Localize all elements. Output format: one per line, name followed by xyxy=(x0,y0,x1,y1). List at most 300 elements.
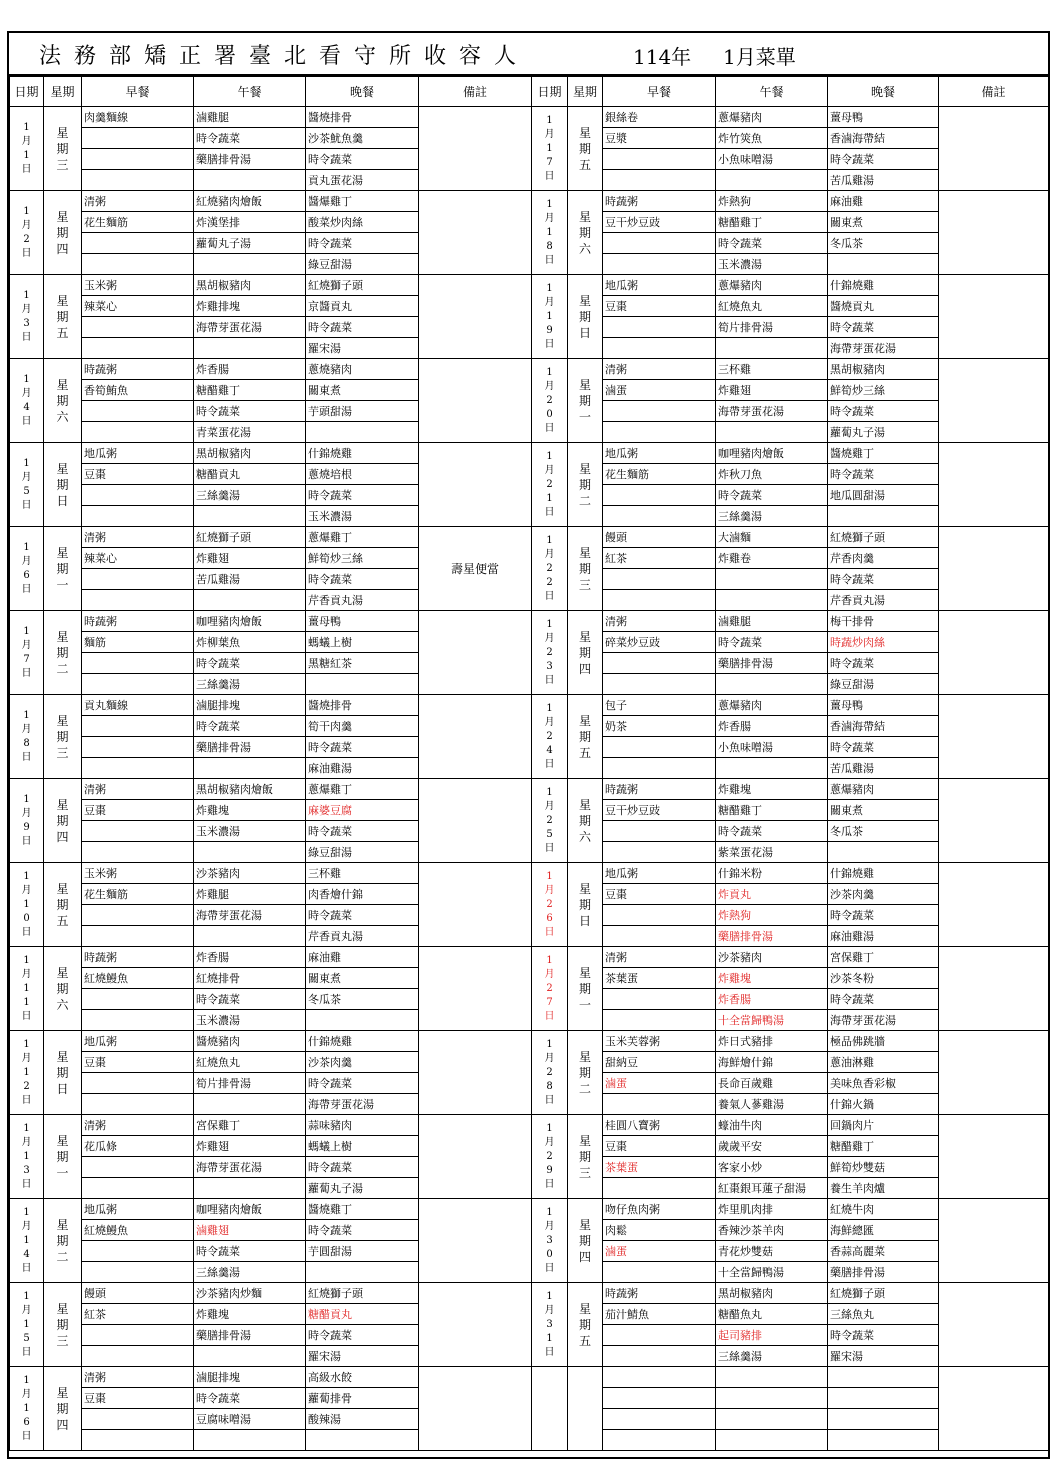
dinner-item: 蔥爆豬肉 xyxy=(828,779,939,800)
breakfast-item: 清粥 xyxy=(603,359,716,380)
header-breakfast: 早餐 xyxy=(603,77,716,107)
breakfast-item: 茄汁鯖魚 xyxy=(603,1304,716,1325)
day-date-text: 1月25日 xyxy=(544,786,555,854)
lunch-item: 藥膳排骨湯 xyxy=(194,737,306,758)
day-date-text: 1月7日 xyxy=(21,625,32,679)
lunch-item xyxy=(716,674,828,695)
dinner-item: 關東煮 xyxy=(828,800,939,821)
day-date xyxy=(532,1199,568,1283)
day-date-text: 1月10日 xyxy=(21,870,32,938)
lunch-item: 時令蔬菜 xyxy=(194,401,306,422)
lunch-item: 藥膳排骨湯 xyxy=(716,926,828,947)
dinner-item xyxy=(828,254,939,275)
dinner-item xyxy=(306,1262,419,1283)
breakfast-item: 時蔬粥 xyxy=(603,1283,716,1304)
day-note xyxy=(419,947,532,1031)
breakfast-item xyxy=(82,317,194,338)
breakfast-item: 花生麵筋 xyxy=(82,212,194,233)
breakfast-item: 茶葉蛋 xyxy=(603,1157,716,1178)
breakfast-item xyxy=(603,170,716,191)
dinner-item: 時令蔬菜 xyxy=(828,569,939,590)
dinner-item: 綠豆甜湯 xyxy=(828,674,939,695)
breakfast-item: 地瓜粥 xyxy=(82,1031,194,1052)
day-weekday xyxy=(568,275,603,359)
day-row xyxy=(10,863,532,884)
lunch-item: 十全當歸鴨湯 xyxy=(716,1010,828,1031)
dinner-item: 蔥燒培根 xyxy=(306,464,419,485)
dinner-item: 麻油雞湯 xyxy=(828,926,939,947)
dinner-item: 關東煮 xyxy=(306,380,419,401)
day-date-text: 1月16日 xyxy=(21,1374,32,1442)
breakfast-item: 紅茶 xyxy=(82,1304,194,1325)
lunch-item: 藥膳排骨湯 xyxy=(194,1325,306,1346)
breakfast-item: 地瓜粥 xyxy=(603,443,716,464)
day-weekday xyxy=(44,1283,82,1367)
day-date xyxy=(532,527,568,611)
menu-table-left xyxy=(9,76,532,1451)
dinner-item: 什錦燒雞 xyxy=(828,863,939,884)
day-date-text: 1月30日 xyxy=(544,1206,555,1274)
day-weekday xyxy=(568,191,603,275)
dinner-item xyxy=(828,1409,939,1430)
breakfast-item: 清粥 xyxy=(82,1367,194,1388)
day-weekday-text: 星期三 xyxy=(579,1133,592,1180)
day-date xyxy=(10,191,44,275)
day-date xyxy=(10,947,44,1031)
day-row xyxy=(532,107,1049,128)
breakfast-item: 奶茶 xyxy=(603,716,716,737)
header-row xyxy=(532,77,1049,107)
dinner-item: 養生羊肉爐 xyxy=(828,1178,939,1199)
breakfast-item: 花瓜條 xyxy=(82,1136,194,1157)
day-note xyxy=(419,779,532,863)
breakfast-item: 地瓜粥 xyxy=(82,443,194,464)
lunch-item xyxy=(194,926,306,947)
dinner-item: 時令蔬菜 xyxy=(828,989,939,1010)
dinner-item: 羅宋湯 xyxy=(306,338,419,359)
breakfast-item: 時蔬粥 xyxy=(82,947,194,968)
breakfast-item: 包子 xyxy=(603,695,716,716)
breakfast-item xyxy=(603,317,716,338)
dinner-item: 沙茶肉羹 xyxy=(306,1052,419,1073)
dinner-item: 沙茶魷魚羹 xyxy=(306,128,419,149)
breakfast-item xyxy=(603,674,716,695)
day-date-text: 1月2日 xyxy=(21,205,32,259)
lunch-item: 炸柳葉魚 xyxy=(194,632,306,653)
lunch-item: 大滷麵 xyxy=(716,527,828,548)
day-row xyxy=(10,695,532,716)
breakfast-item: 豆棗 xyxy=(82,464,194,485)
dinner-item: 什錦燒雞 xyxy=(306,443,419,464)
day-note xyxy=(939,1367,1049,1451)
breakfast-item xyxy=(82,254,194,275)
dinner-item: 地瓜圓甜湯 xyxy=(828,485,939,506)
day-row xyxy=(532,443,1049,464)
day-weekday-text: 星期六 xyxy=(56,377,69,424)
breakfast-item: 花生麵筋 xyxy=(603,464,716,485)
breakfast-item xyxy=(603,401,716,422)
dinner-item: 什錦燒雞 xyxy=(828,275,939,296)
lunch-item: 滷雞翅 xyxy=(194,1220,306,1241)
dinner-item: 時令蔬菜 xyxy=(828,464,939,485)
dinner-item: 梅干排骨 xyxy=(828,611,939,632)
day-note xyxy=(939,1283,1049,1367)
breakfast-item xyxy=(603,1010,716,1031)
header-date: 日期 xyxy=(532,77,568,107)
day-note xyxy=(939,1115,1049,1199)
breakfast-item: 清粥 xyxy=(82,191,194,212)
dinner-item: 美味魚香彩椒 xyxy=(828,1073,939,1094)
breakfast-item: 玉米粥 xyxy=(82,275,194,296)
breakfast-item xyxy=(82,401,194,422)
day-weekday-text: 星期六 xyxy=(579,797,592,844)
lunch-item: 蔥爆豬肉 xyxy=(716,107,828,128)
day-row xyxy=(532,275,1049,296)
lunch-item: 炸貢丸 xyxy=(716,884,828,905)
lunch-item: 時令蔬菜 xyxy=(716,485,828,506)
dinner-item: 苦瓜雞湯 xyxy=(828,758,939,779)
breakfast-item: 紅茶 xyxy=(603,548,716,569)
lunch-item: 青菜蛋花湯 xyxy=(194,422,306,443)
day-weekday xyxy=(568,1283,603,1367)
dinner-item: 蔥爆雞丁 xyxy=(306,779,419,800)
dinner-item: 芹香貢丸湯 xyxy=(306,926,419,947)
lunch-item: 炸秋刀魚 xyxy=(716,464,828,485)
lunch-item: 糖醋魚丸 xyxy=(716,1304,828,1325)
day-date-text: 1月11日 xyxy=(21,954,32,1022)
dinner-item: 香蒜高麗菜 xyxy=(828,1241,939,1262)
breakfast-item: 饅頭 xyxy=(603,527,716,548)
right-body xyxy=(532,107,1049,1451)
day-date-text: 1月12日 xyxy=(21,1038,32,1106)
header-breakfast: 早餐 xyxy=(82,77,194,107)
day-date xyxy=(10,1199,44,1283)
lunch-item: 三絲羹湯 xyxy=(716,1346,828,1367)
header-note: 備註 xyxy=(939,77,1049,107)
title-year: 114年 xyxy=(633,45,692,69)
dinner-item xyxy=(306,674,419,695)
day-date xyxy=(10,107,44,191)
dinner-item: 什錦燒雞 xyxy=(306,1031,419,1052)
day-date xyxy=(10,779,44,863)
day-weekday-text: 星期五 xyxy=(56,881,69,928)
breakfast-item: 貢丸麵線 xyxy=(82,695,194,716)
lunch-item xyxy=(194,506,306,527)
breakfast-item xyxy=(603,653,716,674)
breakfast-item xyxy=(82,1409,194,1430)
lunch-item: 紅燒獅子頭 xyxy=(194,527,306,548)
lunch-item: 海鮮燴什錦 xyxy=(716,1052,828,1073)
day-weekday xyxy=(44,695,82,779)
day-weekday-text: 星期日 xyxy=(56,1049,69,1096)
day-row xyxy=(532,527,1049,548)
day-date xyxy=(532,1367,568,1451)
day-date-text: 1月3日 xyxy=(21,289,32,343)
dinner-item: 時令蔬菜 xyxy=(306,233,419,254)
day-weekday xyxy=(44,191,82,275)
day-weekday xyxy=(568,1367,603,1451)
menu-sheet xyxy=(7,31,1050,1459)
lunch-item: 時令蔬菜 xyxy=(194,716,306,737)
day-row xyxy=(10,947,532,968)
dinner-item: 麻油雞湯 xyxy=(306,758,419,779)
breakfast-item xyxy=(82,590,194,611)
dinner-item xyxy=(828,1430,939,1451)
dinner-item: 沙茶肉羹 xyxy=(828,884,939,905)
breakfast-item: 清粥 xyxy=(82,1115,194,1136)
day-date-text: 1月9日 xyxy=(21,793,32,847)
day-row xyxy=(10,107,532,128)
day-weekday-text: 星期六 xyxy=(579,209,592,256)
day-weekday-text: 星期四 xyxy=(579,629,592,676)
breakfast-item xyxy=(603,905,716,926)
day-date xyxy=(532,1283,568,1367)
breakfast-item: 豆棗 xyxy=(82,1052,194,1073)
breakfast-item: 清粥 xyxy=(603,611,716,632)
dinner-item: 蔥燒豬肉 xyxy=(306,359,419,380)
breakfast-item: 銀絲卷 xyxy=(603,107,716,128)
day-row xyxy=(10,779,532,800)
dinner-item xyxy=(828,506,939,527)
dinner-item: 時令蔬菜 xyxy=(306,569,419,590)
lunch-item: 紫菜蛋花湯 xyxy=(716,842,828,863)
dinner-item: 蔥爆雞丁 xyxy=(306,527,419,548)
day-date-text: 1月29日 xyxy=(544,1122,555,1190)
day-weekday-text: 星期一 xyxy=(56,1133,69,1180)
day-weekday-text: 星期二 xyxy=(56,1217,69,1264)
lunch-item: 藥膳排骨湯 xyxy=(716,653,828,674)
lunch-item: 豆腐味噌湯 xyxy=(194,1409,306,1430)
day-row xyxy=(532,779,1049,800)
breakfast-item: 香筍鮪魚 xyxy=(82,380,194,401)
day-note xyxy=(419,1199,532,1283)
dinner-item: 肉香燴什錦 xyxy=(306,884,419,905)
lunch-item: 海帶芽蛋花湯 xyxy=(194,905,306,926)
breakfast-item xyxy=(603,1409,716,1430)
day-date xyxy=(10,527,44,611)
breakfast-item: 地瓜粥 xyxy=(603,275,716,296)
dinner-item: 螞蟻上樹 xyxy=(306,632,419,653)
breakfast-item: 辣菜心 xyxy=(82,296,194,317)
lunch-item: 時令蔬菜 xyxy=(716,821,828,842)
breakfast-item xyxy=(82,737,194,758)
lunch-item: 糖醋雞丁 xyxy=(716,212,828,233)
breakfast-item xyxy=(82,1262,194,1283)
dinner-item: 時令蔬菜 xyxy=(828,317,939,338)
day-date xyxy=(532,695,568,779)
day-date xyxy=(532,779,568,863)
dinner-item: 高級水餃 xyxy=(306,1367,419,1388)
breakfast-item xyxy=(603,506,716,527)
day-date-text: 1月8日 xyxy=(21,709,32,763)
day-date xyxy=(10,863,44,947)
day-weekday xyxy=(44,527,82,611)
lunch-item: 炸雞腿 xyxy=(194,884,306,905)
dinner-item: 糖醋雞丁 xyxy=(828,1136,939,1157)
day-weekday-text: 星期一 xyxy=(579,965,592,1012)
dinner-item: 薑母鴨 xyxy=(306,611,419,632)
day-note xyxy=(419,359,532,443)
dinner-item: 薑母鴨 xyxy=(828,695,939,716)
dinner-item: 時令蔬菜 xyxy=(306,1220,419,1241)
day-date-text: 1月21日 xyxy=(544,450,555,518)
day-note xyxy=(419,611,532,695)
lunch-item xyxy=(716,1430,828,1451)
day-row xyxy=(532,1031,1049,1052)
dinner-item: 時令蔬菜 xyxy=(828,905,939,926)
lunch-item xyxy=(716,569,828,590)
lunch-item: 沙茶豬肉炒麵 xyxy=(194,1283,306,1304)
dinner-item: 什錦火鍋 xyxy=(828,1094,939,1115)
day-weekday xyxy=(568,443,603,527)
dinner-item: 醬燒排骨 xyxy=(306,695,419,716)
day-row xyxy=(10,191,532,212)
day-date xyxy=(10,443,44,527)
breakfast-item: 滷蛋 xyxy=(603,1241,716,1262)
lunch-item: 養氣人蔘雞湯 xyxy=(716,1094,828,1115)
lunch-item xyxy=(716,170,828,191)
day-weekday xyxy=(568,863,603,947)
day-weekday-text: 星期日 xyxy=(579,293,592,340)
lunch-item: 糖醋雞丁 xyxy=(716,800,828,821)
day-weekday-text: 星期四 xyxy=(56,1385,69,1432)
dinner-item: 關東煮 xyxy=(828,212,939,233)
dinner-item: 醬燒雞丁 xyxy=(828,443,939,464)
lunch-item: 時令蔬菜 xyxy=(194,1388,306,1409)
breakfast-item: 清粥 xyxy=(603,947,716,968)
day-weekday-text: 星期三 xyxy=(56,1301,69,1348)
lunch-item: 滷雞腿 xyxy=(194,107,306,128)
breakfast-item: 時蔬粥 xyxy=(82,611,194,632)
breakfast-item xyxy=(603,590,716,611)
day-date-text: 1月19日 xyxy=(544,282,555,350)
dinner-item: 鮮筍炒三絲 xyxy=(828,380,939,401)
lunch-item: 蠔油牛肉 xyxy=(716,1115,828,1136)
dinner-item: 沙茶冬粉 xyxy=(828,968,939,989)
breakfast-item: 時蔬粥 xyxy=(82,359,194,380)
lunch-item: 炸雞排塊 xyxy=(194,296,306,317)
day-row xyxy=(532,1283,1049,1304)
day-weekday-text: 星期四 xyxy=(56,797,69,844)
lunch-item xyxy=(716,590,828,611)
lunch-item: 歲歲平安 xyxy=(716,1136,828,1157)
breakfast-item xyxy=(82,338,194,359)
lunch-item: 滷雞腿 xyxy=(716,611,828,632)
breakfast-item xyxy=(82,170,194,191)
day-note xyxy=(939,107,1049,191)
breakfast-item xyxy=(603,485,716,506)
day-note xyxy=(419,695,532,779)
dinner-item: 苦瓜雞湯 xyxy=(828,170,939,191)
day-note xyxy=(419,1115,532,1199)
dinner-item: 醬爆雞丁 xyxy=(306,191,419,212)
breakfast-item: 滷蛋 xyxy=(603,1073,716,1094)
dinner-item: 蒜味豬肉 xyxy=(306,1115,419,1136)
day-date-text: 1月14日 xyxy=(21,1206,32,1274)
day-note xyxy=(939,863,1049,947)
breakfast-item: 豆漿 xyxy=(603,128,716,149)
lunch-item: 三絲羹湯 xyxy=(716,506,828,527)
breakfast-item xyxy=(603,233,716,254)
lunch-item xyxy=(194,1094,306,1115)
lunch-item: 藥膳排骨湯 xyxy=(194,149,306,170)
breakfast-item xyxy=(82,1325,194,1346)
day-note xyxy=(419,107,532,191)
day-row xyxy=(10,443,532,464)
breakfast-item: 豆干炒豆豉 xyxy=(603,212,716,233)
lunch-item: 炸竹筴魚 xyxy=(716,128,828,149)
dinner-item: 蔥油淋雞 xyxy=(828,1052,939,1073)
dinner-item: 筍干肉羹 xyxy=(306,716,419,737)
breakfast-item xyxy=(82,506,194,527)
lunch-item: 紅燒排骨 xyxy=(194,968,306,989)
dinner-item: 三杯雞 xyxy=(306,863,419,884)
lunch-item xyxy=(716,422,828,443)
dinner-item: 時令蔬菜 xyxy=(306,149,419,170)
lunch-item xyxy=(194,254,306,275)
lunch-item: 宮保雞丁 xyxy=(194,1115,306,1136)
lunch-item xyxy=(194,758,306,779)
dinner-item: 海帶芽蛋花湯 xyxy=(828,1010,939,1031)
day-row xyxy=(10,611,532,632)
dinner-item: 醬燒貢丸 xyxy=(828,296,939,317)
breakfast-item xyxy=(603,737,716,758)
breakfast-item xyxy=(82,842,194,863)
day-date-text: 1月5日 xyxy=(21,457,32,511)
lunch-item: 起司豬排 xyxy=(716,1325,828,1346)
lunch-item: 時令蔬菜 xyxy=(716,632,828,653)
lunch-item: 咖哩豬肉燴飯 xyxy=(194,1199,306,1220)
lunch-item xyxy=(716,1409,828,1430)
breakfast-item xyxy=(603,569,716,590)
lunch-item: 咖哩豬肉燴飯 xyxy=(194,611,306,632)
dinner-item: 芋頭甜湯 xyxy=(306,401,419,422)
day-weekday-text: 星期二 xyxy=(56,629,69,676)
lunch-item xyxy=(194,590,306,611)
day-weekday-text: 星期日 xyxy=(579,881,592,928)
lunch-item: 紅燒魚丸 xyxy=(716,296,828,317)
day-note: 壽星便當 xyxy=(419,527,532,611)
dinner-item: 鮮筍炒三絲 xyxy=(306,548,419,569)
day-weekday-text: 星期一 xyxy=(579,377,592,424)
breakfast-item: 桂圓八寶粥 xyxy=(603,1115,716,1136)
breakfast-item: 豆棗 xyxy=(603,296,716,317)
header-date: 日期 xyxy=(10,77,44,107)
breakfast-item xyxy=(82,1073,194,1094)
breakfast-item: 紅燒鰻魚 xyxy=(82,968,194,989)
breakfast-item: 豆棗 xyxy=(82,1388,194,1409)
dinner-item: 時令蔬菜 xyxy=(828,653,939,674)
lunch-item: 炸雞塊 xyxy=(716,779,828,800)
header-lunch: 午餐 xyxy=(716,77,828,107)
day-date xyxy=(532,947,568,1031)
breakfast-item: 玉米芙蓉粥 xyxy=(603,1031,716,1052)
lunch-item: 炸雞塊 xyxy=(716,968,828,989)
lunch-item: 紅燒魚丸 xyxy=(194,1052,306,1073)
day-date-text: 1月31日 xyxy=(544,1290,555,1358)
breakfast-item xyxy=(603,821,716,842)
day-row xyxy=(532,611,1049,632)
dinner-item: 綠豆甜湯 xyxy=(306,842,419,863)
day-note xyxy=(939,443,1049,527)
lunch-item: 黑胡椒豬肉燴飯 xyxy=(194,779,306,800)
day-weekday-text: 星期三 xyxy=(56,713,69,760)
dinner-item: 紅燒獅子頭 xyxy=(828,1283,939,1304)
breakfast-item xyxy=(82,905,194,926)
breakfast-item: 清粥 xyxy=(82,527,194,548)
breakfast-item: 滷蛋 xyxy=(603,380,716,401)
day-date xyxy=(10,611,44,695)
